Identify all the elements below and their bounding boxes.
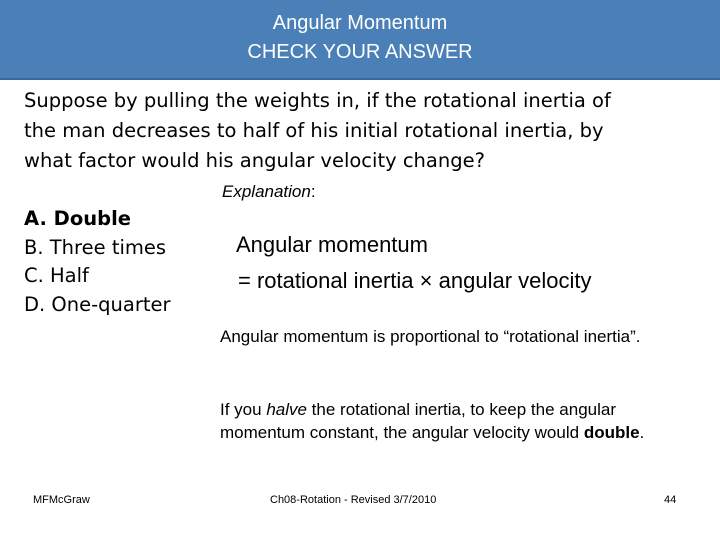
slide-title: Angular Momentum bbox=[272, 12, 448, 34]
explanation-paragraph-1: Angular momentum is proportional to “rotational inertia”. bbox=[220, 327, 641, 346]
option-a: A. Double bbox=[24, 207, 131, 230]
explanation-colon: : bbox=[310, 182, 316, 201]
question-line: Suppose by pulling the weights in, if the rotational inertia of bbox=[24, 89, 611, 112]
slide-subtitle: CHECK YOUR ANSWER bbox=[247, 41, 473, 63]
p2-before: If you bbox=[220, 400, 267, 419]
p2-emphasis: halve bbox=[266, 400, 307, 419]
times-sign: × bbox=[419, 268, 433, 293]
p2-middle: the rotational inertia, to keep the angular momentum constant, the angular velocity would bbox=[220, 400, 616, 442]
formula bbox=[236, 227, 592, 299]
option-b: B. Three times bbox=[24, 235, 167, 259]
footer-author: MFMcGraw bbox=[33, 494, 90, 506]
p2-end: . bbox=[639, 423, 645, 442]
formula-term-velocity: angular velocity bbox=[438, 268, 592, 293]
explanation-paragraph-2 bbox=[220, 398, 700, 444]
footer-chapter: Ch08-Rotation - Revised 3/7/2010 bbox=[270, 494, 437, 506]
question-text bbox=[24, 86, 714, 176]
formula-term-inertia: rotational inertia bbox=[256, 268, 414, 293]
formula-rhs bbox=[236, 263, 592, 299]
explanation-heading bbox=[222, 182, 316, 202]
title-bar bbox=[0, 0, 720, 80]
p2-answer: double bbox=[583, 423, 640, 442]
option-c: C. Half bbox=[24, 264, 89, 287]
answer-options bbox=[24, 205, 171, 319]
formula-lhs: Angular momentum bbox=[236, 232, 428, 257]
question-line: the man decreases to half of his initial rotational inertia, by bbox=[24, 119, 604, 142]
option-d: D. One-quarter bbox=[24, 292, 171, 316]
question-line: what factor would his angular velocity change? bbox=[24, 149, 485, 172]
explanation-label: Explanation bbox=[222, 182, 311, 201]
equals-sign: = bbox=[238, 268, 251, 293]
footer-page-number: 44 bbox=[664, 494, 677, 506]
